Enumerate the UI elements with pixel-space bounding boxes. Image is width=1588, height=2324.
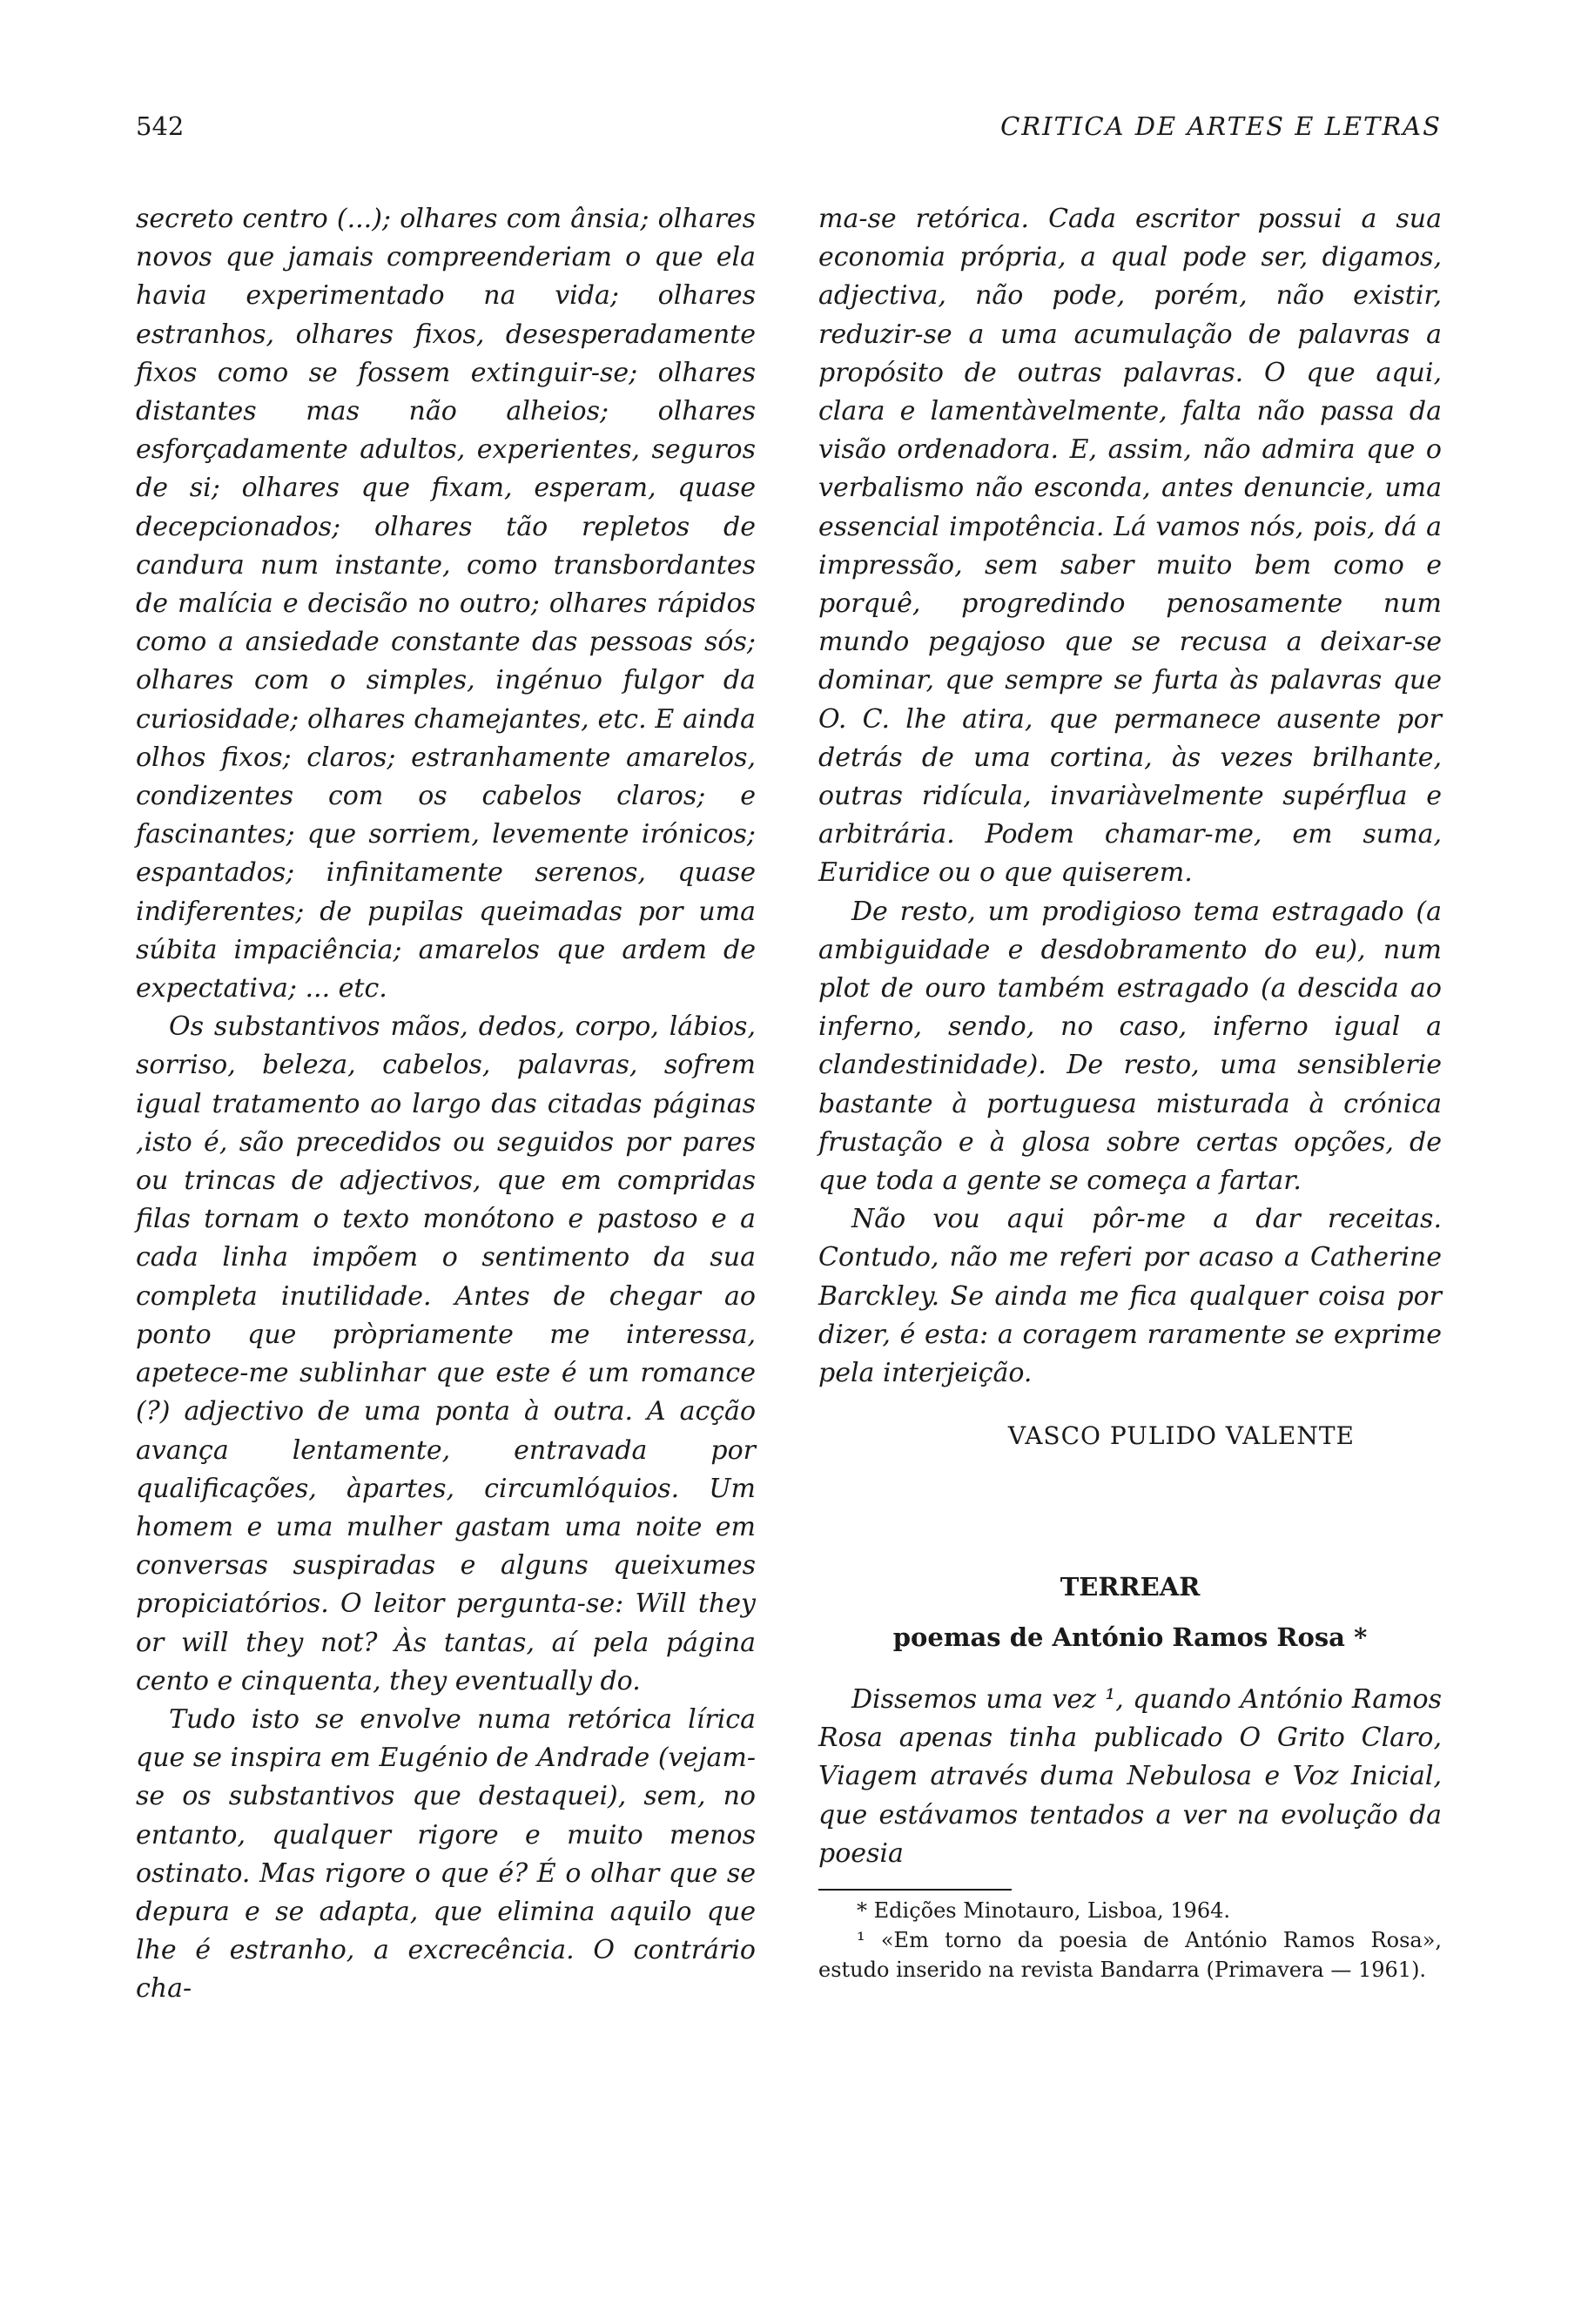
page-number: 542 (136, 111, 185, 141)
review-title: TERREAR (1060, 1571, 1201, 1602)
left-column (136, 200, 756, 2009)
review-subtitle: poemas de António Ramos Rosa * (892, 1622, 1368, 1652)
body-paragraph: Não vou aqui pôr-me a dar receitas. Contudo, não me referi por acaso a Catherine Barckley. Se ainda me fica qualquer coisa por dizer, é esta: a coragem raramente se exprime pela interjeição. (818, 1204, 1442, 1389)
body-paragraph: Tudo isto se envolve numa retórica lírica que se inspira em Eugénio de Andrade (vejam-se os substantivos que destaquei), sem, no entanto, qualquer rigore e muito menos ostinato. Mas rigore o que é? É o olhar que se depura e se adapta, que elimina aquilo que lhe é estranho, a excrecência. O contrário cha- (136, 1703, 756, 2005)
body-paragraph: ma-se retórica. Cada escritor possui a sua economia própria, a qual pode ser, digamos, adjectiva, não pode, porém, não existir, reduzir-se a uma acumulação de palavras a propósito de outras palavras. O que aqui, clara e lamentàvelmente, falta não passa da visão ordenadora. E, assim, não admira que o verbalismo não esconda, antes denuncie, uma essencial impotência. Lá vamos nós, pois, dá a impressão, sem saber muito bem como e porquê, progredindo penosamente num mundo pegajoso que se recusa a deixar-se dominar, que sempre se furta às palavras que O. C. lhe atira, que permanece ausente por detrás de uma cortina, às vezes brilhante, outras ridícula, invariàvelmente supérflua e arbitrária. Podem chamar-me, em suma, Euridice ou o que quiserem. (818, 204, 1442, 889)
footnote: ¹ «Em torno da poesia de António Ramos Rosa», estudo inserido na revista Bandarra (Primavera — 1961). (818, 1927, 1442, 1982)
author-signature: VASCO PULIDO VALENTE (1007, 1421, 1355, 1451)
footnote: * Edições Minotauro, Lisboa, 1964. (857, 1897, 1230, 1923)
body-paragraph: Os substantivos mãos, dedos, corpo, lábios, sorriso, beleza, cabelos, palavras, sofrem igual tratamento ao largo das citadas páginas ,isto é, são precedidos ou seguidos por pares ou trincas de adjectivos, que em compridas filas tornam o texto monótono e pastoso e a cada linha impõem o sentimento da sua completa inutilidade. Antes de chegar ao ponto que pròpriamente me interessa, apetece-me sublinhar que este é um romance (?) adjectivo de uma ponta à outra. A acção avança lentamente, entravada por qualificações, àpartes, circumlóquios. Um homem e uma mulher gastam uma noite em conversas suspiradas e alguns queixumes propiciatórios. O leitor pergunta-se: Will they or will they not? Às tantas, aí pela página cento e cinquenta, they eventually do. (136, 1011, 756, 1696)
running-head: CRITICA DE ARTES E LETRAS (1000, 111, 1442, 141)
body-paragraph: secreto centro (...); olhares com ânsia; olhares novos que jamais compreenderiam o que ela havia experimentado na vida; olhares estranhos, olhares fixos, desesperadamente fixos como se fossem extinguir-se; olhares distantes mas não alheios; olhares esforçadamente adultos, experientes, seguros de si; olhares que fixam, esperam, quase decepcionados; olhares tão repletos de candura num instante, como transbordantes de malícia e decisão no outro; olhares rápidos como a ansiedade constante das pessoas sós; olhares com o simples, ingénuo fulgor da curiosidade; olhares chamejantes, etc. E ainda olhos fixos; claros; estranhamente amarelos, condizentes com os cabelos claros; e fascinantes; que sorriem, levemente irónicos; espantados; infinitamente serenos, quase indiferentes; de pupilas queimadas por uma súbita impaciência; amarelos que ardem de expectativa; ... etc. (136, 204, 756, 1004)
body-paragraph: Dissemos uma vez ¹, quando António Ramos Rosa apenas tinha publicado O Grito Claro, Viagem através duma Nebulosa e Voz Inicial, que estávamos tentados a ver na evolução da poesia (818, 1683, 1442, 1869)
right-column (818, 200, 1442, 1985)
page-header (136, 111, 1442, 155)
footnote-divider (818, 1889, 1012, 1891)
body-paragraph: De resto, um prodigioso tema estragado (a ambiguidade e desdobramento do eu), num plot de ouro também estragado (a descida ao inferno, sendo, no caso, inferno igual a clandestinidade). De resto, uma sensiblerie bastante à portuguesa misturada à crónica frustação e à glosa sobre certas opções, de que toda a gente se começa a fartar. (818, 896, 1442, 1197)
